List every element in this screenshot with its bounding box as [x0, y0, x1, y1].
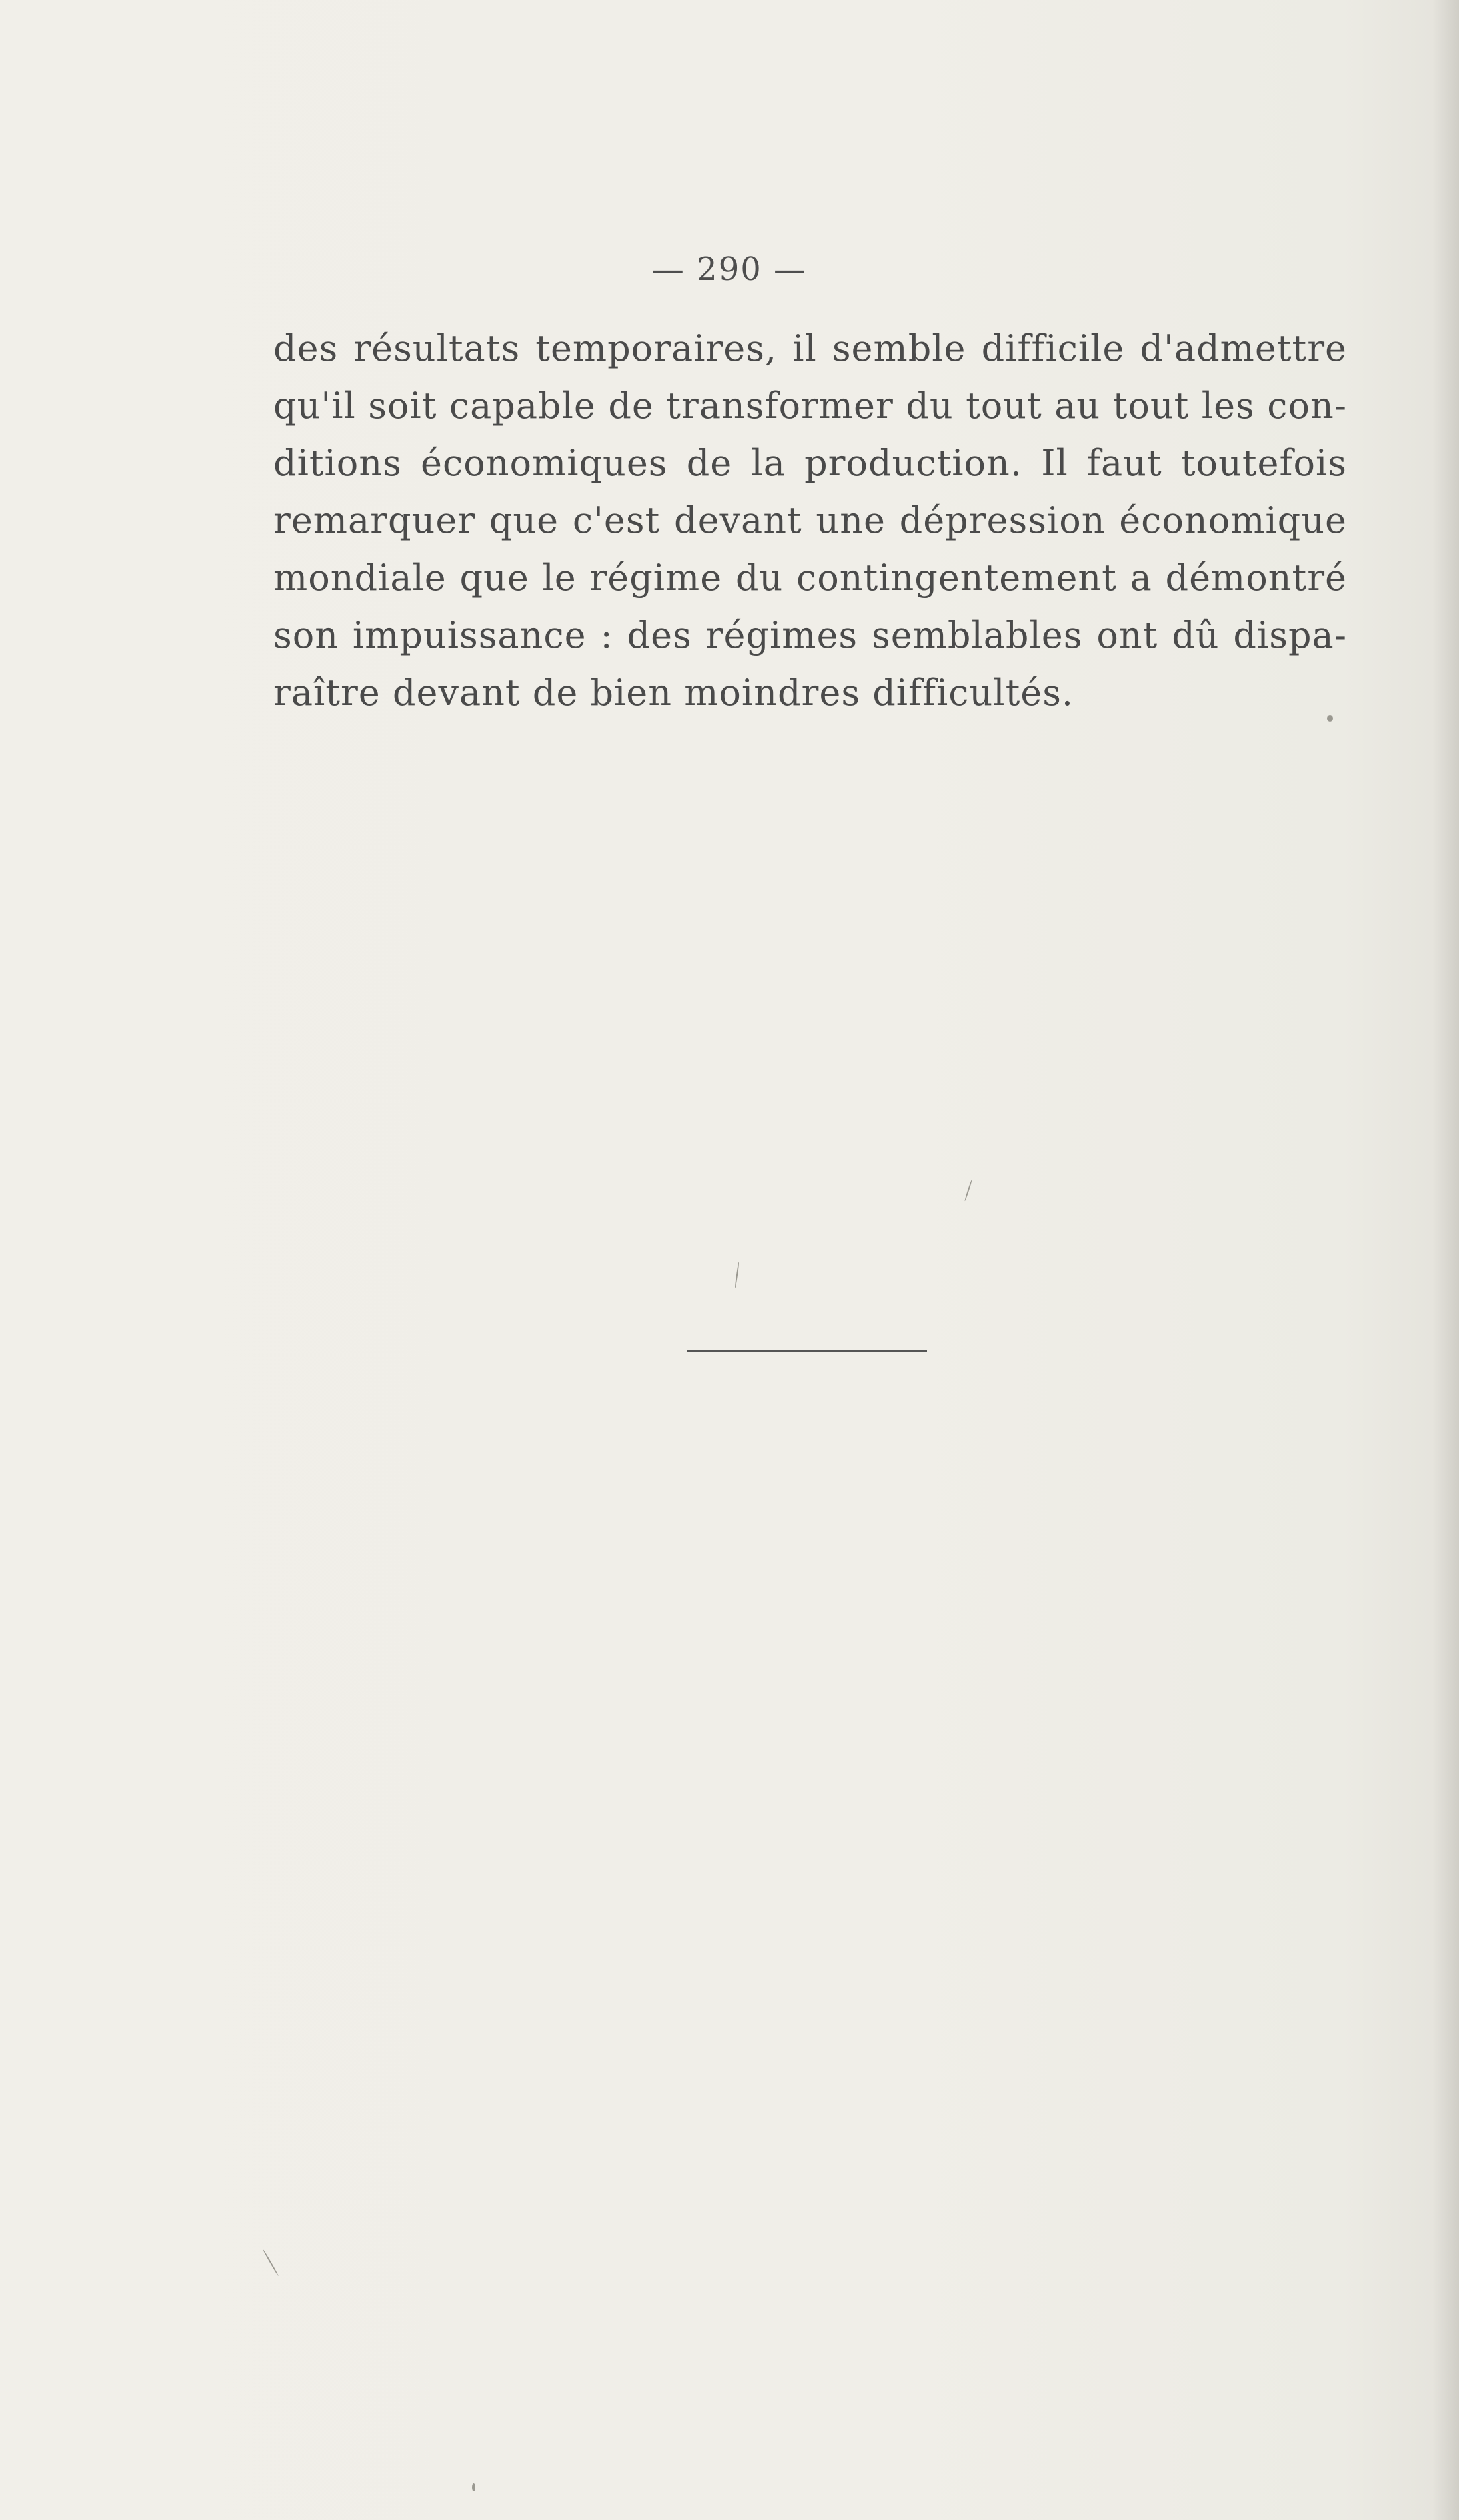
text-line: ditions économiques de la production. Il faut toutefois [273, 442, 1347, 484]
paper-speck [1327, 715, 1333, 722]
text-line: qu'il soit capable de transformer du tout au tout les con- [273, 385, 1347, 427]
text-line: des résultats temporaires, il semble difficile d'admettre [273, 327, 1347, 369]
page-edge-shadow [1432, 0, 1459, 2520]
text-line: raître devant de bien moindres difficultés. [273, 672, 1074, 714]
text-line: mondiale que le régime du contingentement a démontré [273, 557, 1347, 599]
text-line: remarquer que c'est devant une dépression économique [273, 499, 1347, 541]
paper-speck [734, 1262, 740, 1288]
end-rule [687, 1350, 927, 1352]
paper-speck [964, 1180, 972, 1202]
paper-speck [472, 2483, 475, 2491]
paragraph [273, 320, 1347, 722]
text-line: son impuissance : des régimes semblables ont dû dispa- [273, 614, 1347, 656]
page-number: — 290 — [651, 251, 808, 288]
paper-speck [263, 2249, 279, 2277]
